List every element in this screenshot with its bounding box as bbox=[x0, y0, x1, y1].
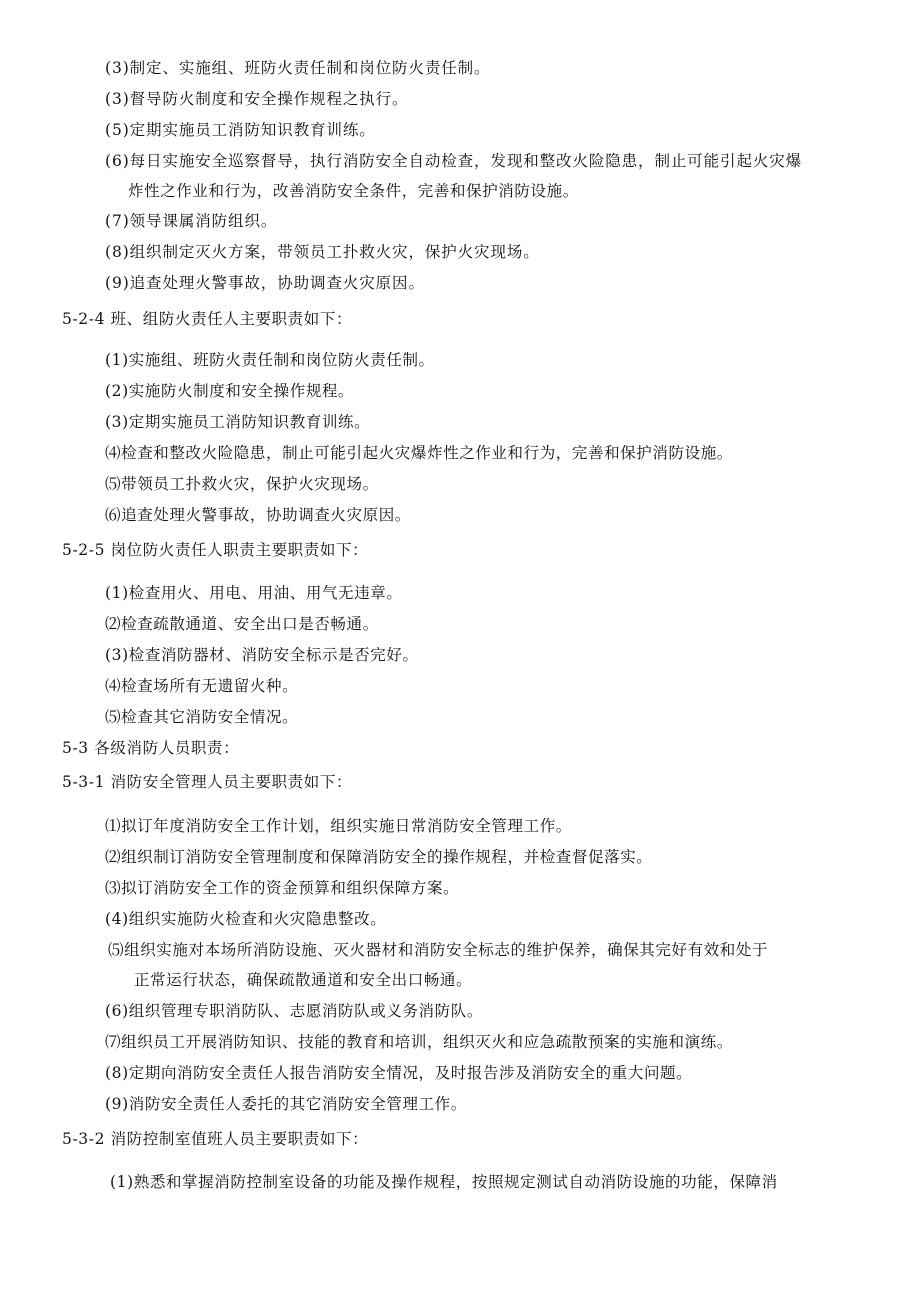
duty-item: (3)督导防火制度和安全操作规程之执行。 bbox=[105, 90, 409, 108]
duty-item: (5)定期实施员工消防知识教育训练。 bbox=[105, 121, 376, 139]
duty-item: (1)实施组、班防火责任制和岗位防火责任制。 bbox=[105, 351, 435, 369]
section-heading: 5-2-4 班、组防火责任人主要职责如下： bbox=[62, 310, 353, 328]
duty-item: (6)组织管理专职消防队、志愿消防队或义务消防队。 bbox=[105, 1002, 483, 1020]
duty-item: ⑸带领员工扑救火灾，保护火灾现场。 bbox=[105, 475, 379, 493]
duty-item: (2)实施防火制度和安全操作规程。 bbox=[105, 382, 355, 400]
duty-item: ⑵检查疏散通道、安全出口是否畅通。 bbox=[105, 615, 379, 633]
duty-item: (6)每日实施安全巡察督导，执行消防安全自动检查，发现和整改火险隐患，制止可能引起火灾爆 bbox=[105, 152, 803, 170]
duty-item: ⑸检查其它消防安全情况。 bbox=[105, 708, 299, 726]
duty-item: ⑶拟订消防安全工作的资金预算和组织保障方案。 bbox=[105, 879, 460, 897]
duty-item: (3)制定、实施组、班防火责任制和岗位防火责任制。 bbox=[105, 59, 491, 77]
duty-item: (8)组织制定灭火方案，带领员工扑救火灾，保护火灾现场。 bbox=[105, 243, 540, 261]
duty-item-continuation: 正常运行状态，确保疏散通道和安全出口畅通。 bbox=[134, 971, 473, 989]
duty-item: (3)检查消防器材、消防安全标示是否完好。 bbox=[105, 646, 419, 664]
section-heading: 5-3-2 消防控制室值班人员主要职责如下： bbox=[62, 1130, 369, 1148]
duty-item: ⑷检查和整改火险隐患，制止可能引起火灾爆炸性之作业和行为，完善和保护消防设施。 bbox=[105, 444, 733, 462]
duty-item: ⑸组织实施对本场所消防设施、灭火器材和消防安全标志的维护保养，确保其完好有效和处于 bbox=[108, 941, 769, 959]
duty-item: ⑷检查场所有无遗留火种。 bbox=[105, 677, 299, 695]
duty-item: ⑺组织员工开展消防知识、技能的教育和培训，组织灭火和应急疏散预案的实施和演练。 bbox=[105, 1033, 733, 1051]
duty-item: (8)定期向消防安全责任人报告消防安全情况，及时报告涉及消防安全的重大问题。 bbox=[105, 1064, 693, 1082]
duty-item-continuation: 炸性之作业和行为，改善消防安全条件，完善和保护消防设施。 bbox=[128, 182, 579, 200]
duty-item: (9)消防安全责任人委托的其它消防安全管理工作。 bbox=[105, 1095, 467, 1113]
section-heading: 5-3 各级消防人员职责： bbox=[62, 739, 240, 757]
duty-item: (7)领导课属消防组织。 bbox=[105, 212, 278, 230]
duty-item: ⑵组织制订消防安全管理制度和保障消防安全的操作规程，并检查督促落实。 bbox=[105, 848, 653, 866]
duty-item: (4)组织实施防火检查和火灾隐患整改。 bbox=[105, 910, 387, 928]
duty-item: (1)熟悉和掌握消防控制室设备的功能及操作规程，按照规定测试自动消防设施的功能，保障消 bbox=[110, 1173, 778, 1191]
duty-item: (1)检查用火、用电、用油、用气无违章。 bbox=[105, 584, 403, 602]
duty-item: (9)追查处理火警事故，协助调查火灾原因。 bbox=[105, 274, 425, 292]
duty-item: ⑴拟订年度消防安全工作计划，组织实施日常消防安全管理工作。 bbox=[105, 817, 572, 835]
section-heading: 5-2-5 岗位防火责任人职责主要职责如下： bbox=[62, 541, 369, 559]
duty-item: (3)定期实施员工消防知识教育训练。 bbox=[105, 413, 371, 431]
duty-item: ⑹追查处理火警事故，协助调查火灾原因。 bbox=[105, 506, 411, 524]
section-heading: 5-3-1 消防安全管理人员主要职责如下： bbox=[62, 773, 353, 791]
